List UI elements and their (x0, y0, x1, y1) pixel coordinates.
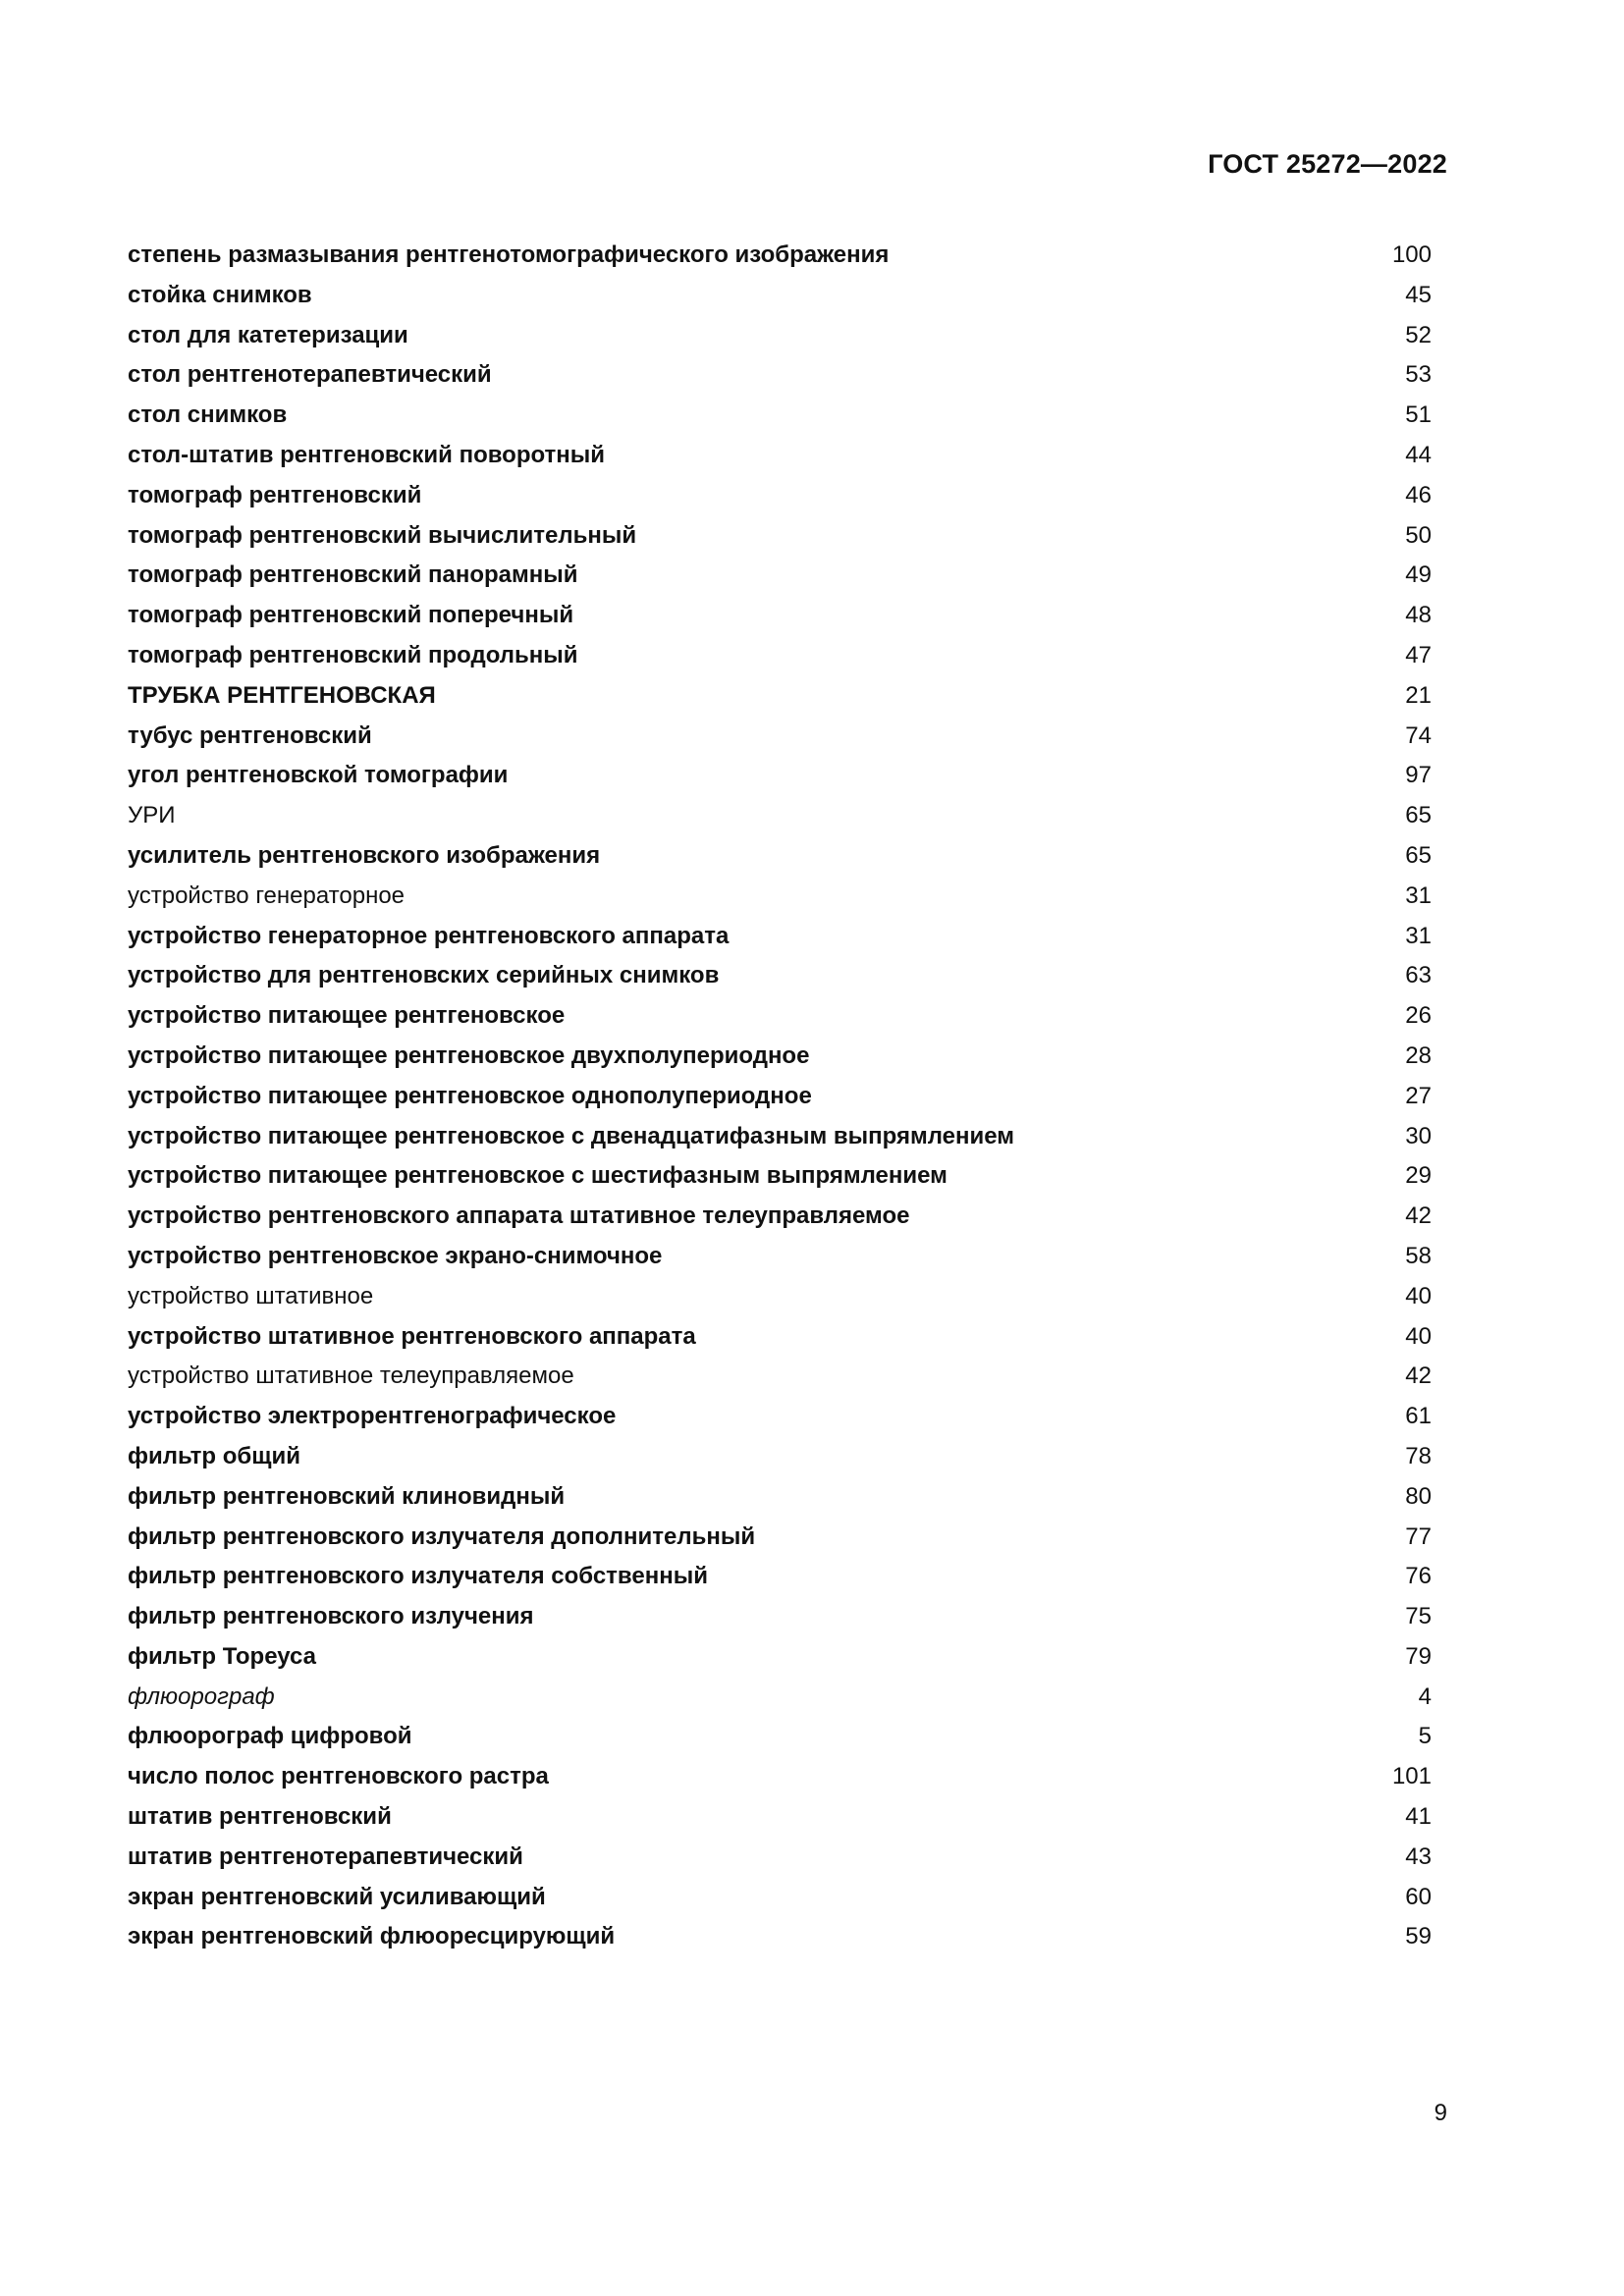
index-term-number: 27 (1405, 1082, 1432, 1109)
index-entry (128, 1838, 1432, 1878)
index-entry (128, 796, 1432, 836)
index-term: фильтр рентгеновского излучателя дополнительный (128, 1522, 756, 1550)
index-entry (128, 1678, 1432, 1718)
index-term: стол рентгенотерапевтический (128, 361, 492, 389)
index-entry (128, 836, 1432, 877)
index-term: устройство для рентгеновских серийных снимков (128, 962, 720, 989)
index-term-number: 100 (1391, 241, 1432, 268)
index-term-number: 76 (1405, 1563, 1432, 1590)
index-term-number: 101 (1391, 1763, 1432, 1790)
index-term-number: 26 (1405, 1002, 1432, 1030)
index-term-number: 40 (1405, 1282, 1432, 1309)
index-entry (128, 996, 1432, 1037)
index-term: стол для катетеризации (128, 321, 408, 348)
index-term: стол снимков (128, 401, 288, 429)
index-entry (128, 1237, 1432, 1277)
index-term: усилитель рентгеновского изображения (128, 841, 601, 869)
index-entry (128, 917, 1432, 957)
index-term-number: 45 (1405, 281, 1432, 308)
index-term-number: 44 (1405, 441, 1432, 468)
index-term: устройство питающее рентгеновское с двенадцатифазным выпрямлением (128, 1122, 1015, 1149)
index-term-number: 29 (1405, 1162, 1432, 1190)
index-entry (128, 396, 1432, 436)
index-term: томограф рентгеновский продольный (128, 641, 578, 668)
index-term-number: 43 (1405, 1842, 1432, 1870)
alphabetical-term-index (128, 236, 1432, 1957)
index-term-number: 4 (1418, 1682, 1432, 1710)
index-term-number: 42 (1405, 1362, 1432, 1390)
index-term-number: 97 (1405, 762, 1432, 789)
index-term-number: 65 (1405, 841, 1432, 869)
index-term-number: 41 (1405, 1803, 1432, 1831)
index-term: устройство штативное (128, 1282, 374, 1309)
index-term: устройство питающее рентгеновское двухполупериодное (128, 1041, 810, 1069)
index-term-number: 58 (1405, 1242, 1432, 1269)
index-term-number: 75 (1405, 1603, 1432, 1630)
index-entry (128, 756, 1432, 796)
index-term-number: 74 (1405, 721, 1432, 749)
index-term: устройство электрорентгенографическое (128, 1403, 617, 1430)
index-term-number: 77 (1405, 1522, 1432, 1550)
index-entry (128, 355, 1432, 396)
index-entry (128, 1878, 1432, 1918)
index-term: штатив рентгеновский (128, 1803, 392, 1831)
document-code-header: ГОСТ 25272—2022 (1208, 149, 1447, 179)
index-term: устройство генераторное рентгеновского аппарата (128, 922, 730, 949)
index-entry (128, 316, 1432, 356)
index-term: устройство штативное рентгеновского аппарата (128, 1322, 696, 1350)
index-entry (128, 717, 1432, 757)
index-term: устройство питающее рентгеновское с шестифазным выпрямлением (128, 1162, 947, 1190)
index-term: фильтр рентгеновского излучения (128, 1603, 534, 1630)
index-term-number: 80 (1405, 1482, 1432, 1510)
index-term: число полос рентгеновского растра (128, 1763, 549, 1790)
index-term: флюорограф цифровой (128, 1723, 412, 1750)
index-term: томограф рентгеновский панорамный (128, 561, 578, 589)
index-term: стойка снимков (128, 281, 312, 308)
index-term-number: 5 (1418, 1723, 1432, 1750)
index-term: УРИ (128, 802, 176, 829)
index-entry (128, 1797, 1432, 1838)
index-entry (128, 236, 1432, 276)
index-entry (128, 1357, 1432, 1397)
index-term-number: 28 (1405, 1041, 1432, 1069)
index-term: экран рентгеновский флюоресцирующий (128, 1923, 616, 1950)
index-term-number: 65 (1405, 802, 1432, 829)
index-entry (128, 436, 1432, 476)
index-term: штатив рентгенотерапевтический (128, 1842, 523, 1870)
index-term: устройство штативное телеуправляемое (128, 1362, 574, 1390)
index-term: устройство питающее рентгеновское однополупериодное (128, 1082, 812, 1109)
index-term: фильтр общий (128, 1442, 300, 1469)
index-term-number: 52 (1405, 321, 1432, 348)
index-entry (128, 1437, 1432, 1477)
index-term: устройство питающее рентгеновское (128, 1002, 566, 1030)
index-entry (128, 1156, 1432, 1197)
index-entry (128, 1477, 1432, 1518)
index-entry (128, 516, 1432, 557)
index-entry (128, 1637, 1432, 1678)
index-term-number: 51 (1405, 401, 1432, 429)
index-term-number: 42 (1405, 1202, 1432, 1230)
index-term-number: 78 (1405, 1442, 1432, 1469)
index-term: фильтр рентгеновского излучателя собственный (128, 1563, 708, 1590)
index-term-number: 31 (1405, 881, 1432, 909)
index-term-number: 21 (1405, 681, 1432, 709)
index-term-number: 79 (1405, 1642, 1432, 1670)
index-entry (128, 1917, 1432, 1957)
index-entry (128, 636, 1432, 676)
index-term-number: 30 (1405, 1122, 1432, 1149)
index-term-number: 61 (1405, 1403, 1432, 1430)
index-entry (128, 1597, 1432, 1637)
index-entry (128, 1518, 1432, 1558)
index-term: томограф рентгеновский поперечный (128, 602, 574, 629)
index-entry (128, 1037, 1432, 1077)
index-entry (128, 1397, 1432, 1437)
index-term-number: 63 (1405, 962, 1432, 989)
index-term-number: 40 (1405, 1322, 1432, 1350)
index-term-number: 48 (1405, 602, 1432, 629)
index-term-number: 31 (1405, 922, 1432, 949)
index-entry (128, 676, 1432, 717)
index-term: устройство рентгеновское экрано-снимочное (128, 1242, 663, 1269)
index-entry (128, 877, 1432, 917)
index-entry (128, 556, 1432, 596)
index-term-number: 60 (1405, 1883, 1432, 1910)
index-term: томограф рентгеновский (128, 481, 422, 508)
index-term: томограф рентгеновский вычислительный (128, 521, 637, 549)
index-entry (128, 1717, 1432, 1757)
index-term-number: 53 (1405, 361, 1432, 389)
index-term-number: 50 (1405, 521, 1432, 549)
index-entry (128, 956, 1432, 996)
index-entry (128, 276, 1432, 316)
index-term: устройство рентгеновского аппарата штативное телеуправляемое (128, 1202, 910, 1230)
index-entry (128, 1277, 1432, 1317)
index-entry (128, 1317, 1432, 1358)
index-entry (128, 596, 1432, 636)
index-term-number: 49 (1405, 561, 1432, 589)
index-term: устройство генераторное (128, 881, 406, 909)
index-entry (128, 1197, 1432, 1237)
index-term-number: 47 (1405, 641, 1432, 668)
index-term: угол рентгеновской томографии (128, 762, 509, 789)
index-term-number: 46 (1405, 481, 1432, 508)
index-entry (128, 1757, 1432, 1797)
index-entry (128, 476, 1432, 516)
index-term: флюорограф (128, 1682, 275, 1710)
index-term: ТРУБКА РЕНТГЕНОВСКАЯ (128, 681, 436, 709)
index-term: степень размазывания рентгенотомографического изображения (128, 241, 890, 268)
index-term: тубус рентгеновский (128, 721, 372, 749)
index-term-number: 59 (1405, 1923, 1432, 1950)
index-term: фильтр Тореуса (128, 1642, 316, 1670)
index-term: экран рентгеновский усиливающий (128, 1883, 546, 1910)
index-entry (128, 1557, 1432, 1597)
index-term: фильтр рентгеновский клиновидный (128, 1482, 566, 1510)
index-term: стол-штатив рентгеновский поворотный (128, 441, 606, 468)
index-entry (128, 1077, 1432, 1117)
index-entry (128, 1117, 1432, 1157)
page-number: 9 (1434, 2100, 1447, 2126)
